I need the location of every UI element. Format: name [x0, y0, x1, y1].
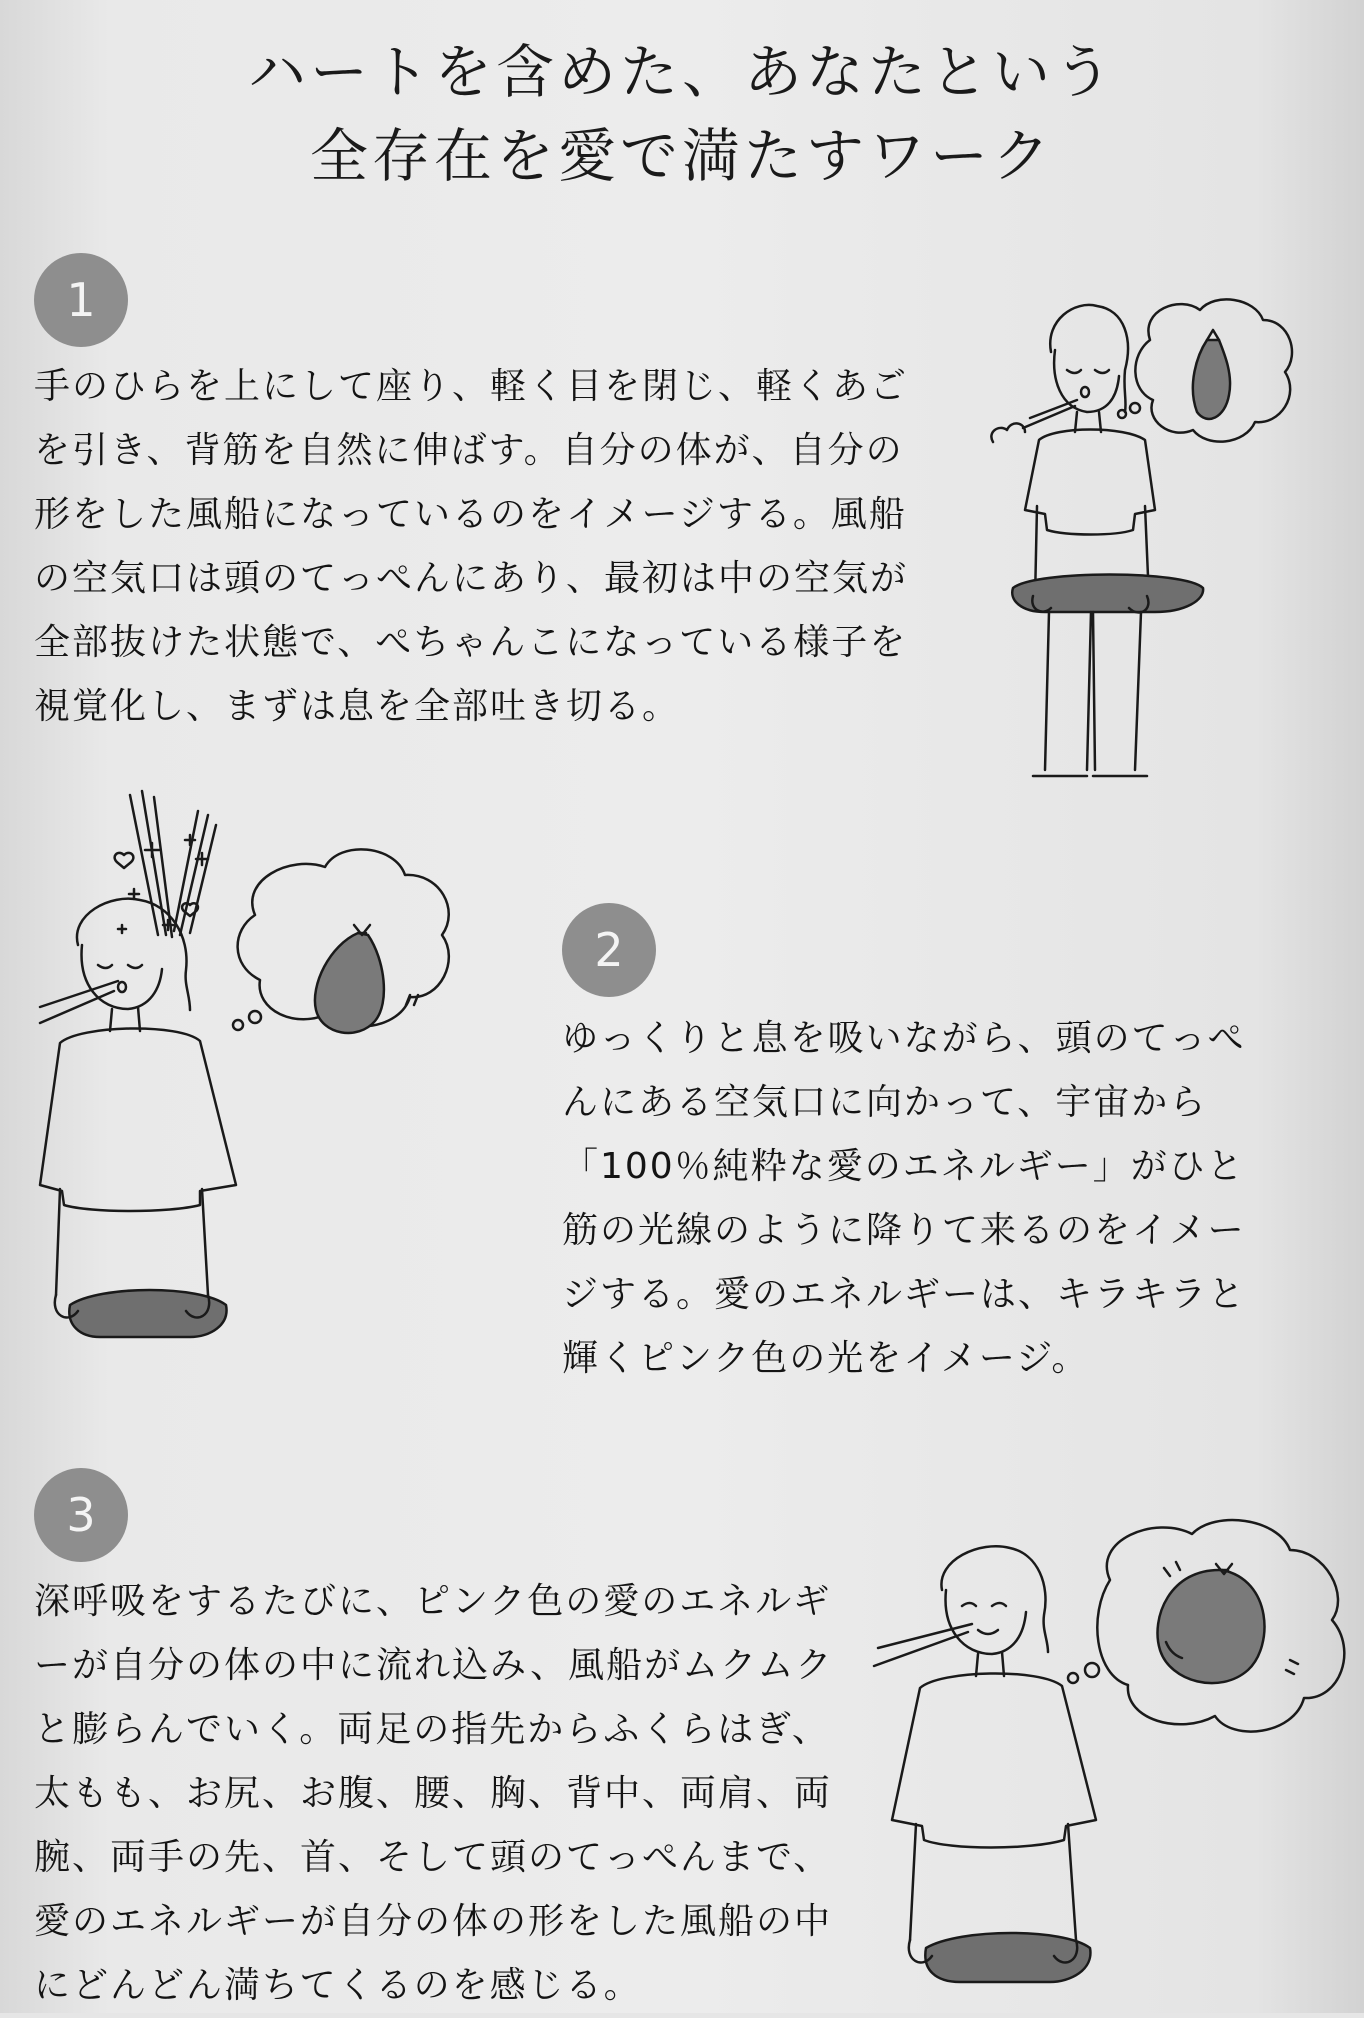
woman-shirt — [40, 1028, 236, 1211]
balloon-knot — [1207, 330, 1219, 340]
step-3-text — [34, 1570, 833, 2018]
full-balloon-icon — [1158, 1570, 1265, 1683]
breath-lines — [40, 981, 118, 1023]
step-3-line: ーが自分の体の中に流れ込み、風船がムクムク — [34, 1645, 834, 1686]
title-line-1: ハートを含めた、あなたという — [247, 38, 1116, 106]
heart-icon — [115, 853, 134, 868]
step-1-line: を引き、背筋を自然に伸ばす。自分の体が、自分の — [34, 430, 904, 471]
woman-eyes — [1067, 370, 1109, 373]
woman-smile — [978, 1630, 998, 1634]
step-2-line: 筋の光線のように降りて来るのをイメー — [562, 1210, 1246, 1251]
step-2-line: ゆっくりと息を吸いながら、頭のてっぺ — [562, 1018, 1246, 1059]
step-2-badge: 2 — [562, 903, 656, 997]
half-balloon-icon — [315, 933, 384, 1033]
step-3-line: と膨らんでいく。両足の指先からふくらはぎ、 — [34, 1709, 830, 1750]
seat-cushion — [1012, 575, 1203, 613]
woman-arms — [910, 1824, 1076, 1940]
step-1-line: 視覚化し、まずは息を全部吐き切る。 — [34, 686, 681, 727]
thought-dot — [249, 1011, 261, 1023]
thought-dot — [233, 1020, 243, 1030]
step-3-line: 太もも、お尻、お腹、腰、胸、背中、両肩、両 — [34, 1773, 833, 1814]
deflated-balloon-icon — [1193, 340, 1230, 419]
step-2-illustration — [40, 785, 550, 1405]
woman-mouth — [118, 982, 126, 992]
step-3-line: 腕、両手の先、首、そして頭のてっぺんまで、 — [34, 1837, 832, 1878]
thought-dot — [1130, 403, 1140, 413]
woman-face — [1054, 350, 1119, 412]
woman-legs — [1045, 612, 1141, 770]
step-1-line: 手のひらを上にして座り、軽く目を閉じ、軽くあご — [34, 366, 909, 407]
woman-shirt — [892, 1673, 1096, 1847]
page-title — [0, 30, 1364, 198]
step-2-line: んにある空気口に向かって、宇宙から — [562, 1082, 1208, 1123]
step-3-badge: 3 — [34, 1468, 128, 1562]
seat-cushion — [925, 1933, 1090, 1982]
seat-cushion — [69, 1290, 226, 1337]
step-3-line: 深呼吸をするたびに、ピンク色の愛のエネルギ — [34, 1581, 832, 1622]
woman-mouth — [1081, 387, 1089, 397]
breath-puff — [991, 423, 1025, 442]
step-2-text — [562, 1007, 1246, 1391]
thought-dot — [1068, 1673, 1078, 1683]
woman-arms — [56, 1189, 208, 1295]
step-1-illustration — [975, 300, 1315, 860]
step-3-line: 愛のエネルギーが自分の体の形をした風船の中 — [34, 1901, 833, 1942]
step-2-line: ジする。愛のエネルギーは、キラキラと — [562, 1274, 1247, 1315]
breath-lines — [874, 1624, 972, 1666]
step-1-line: 形をした風船になっているのをイメージする。風船 — [34, 494, 907, 535]
step-1-line: 全部抜けた状態で、ぺちゃんこになっている様子を — [34, 622, 908, 663]
step-3-illustration — [870, 1520, 1364, 2013]
breath-lines — [1023, 400, 1077, 428]
step-1-text — [34, 355, 908, 739]
step-3-line: にどんどん満ちてくるのを感じる。 — [34, 1965, 642, 2006]
woman-face — [946, 1590, 1026, 1654]
step-2-line: 輝くピンク色の光をイメージ。 — [562, 1338, 1090, 1379]
thought-dot — [1085, 1663, 1099, 1677]
woman-eyes — [98, 965, 142, 968]
woman-eyes — [962, 1603, 1006, 1606]
step-1-line: の空気口は頭のてっぺんにあり、最初は中の空気が — [34, 558, 909, 599]
title-line-2: 全存在を愛で満たすワーク — [309, 122, 1054, 190]
step-2-line: 「100％純粋な愛のエネルギー」がひと — [562, 1146, 1245, 1187]
step-1-badge: 1 — [34, 253, 128, 347]
woman-shirt — [1025, 430, 1155, 535]
